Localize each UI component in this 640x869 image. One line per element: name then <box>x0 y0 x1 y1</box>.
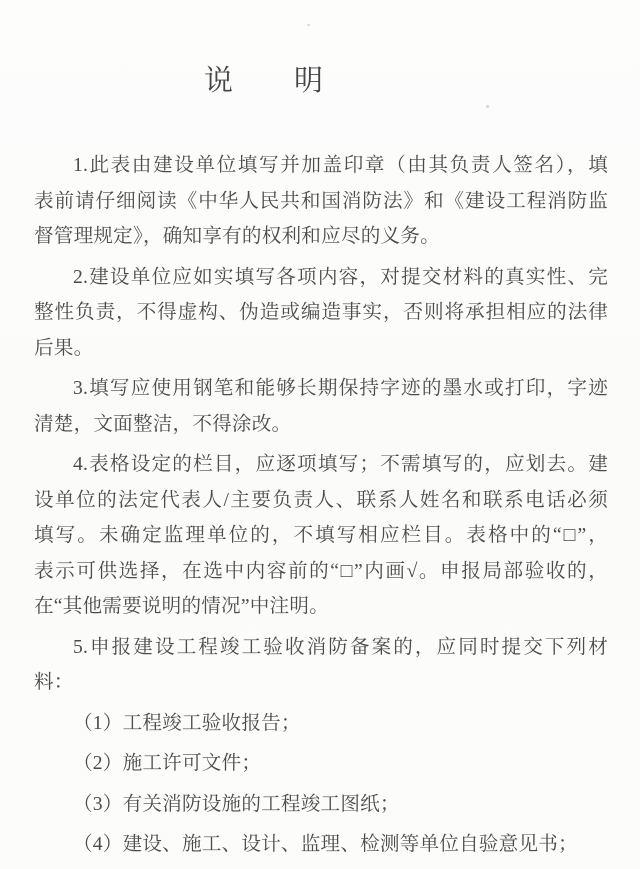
text-line: 填写。未确定监理单位的，不填写相应栏目。表格中的“□”， <box>34 525 608 546</box>
text-line: 4.表格设定的栏目，应逐项填写；不需填写的，应划去。建 <box>73 454 608 475</box>
paragraph <box>34 630 608 701</box>
paragraph <box>34 148 608 255</box>
text-line: （1）工程竣工验收报告； <box>73 712 301 734</box>
page-title: 说 明 <box>203 65 324 97</box>
paragraph <box>34 827 608 863</box>
text-line: 设单位的法定代表人/主要负责人、联系人姓名和联系电话必须 <box>34 489 608 511</box>
text-line: 2.建设单位应如实填写各项内容，对提交材料的真实性、完 <box>73 266 608 288</box>
text-line: （2）施工许可文件； <box>73 753 262 774</box>
paragraph <box>34 260 608 367</box>
text-line: （3）有关消防设施的工程竣工图纸； <box>73 793 400 815</box>
text-line: 清楚，文面整洁，不得涂改。 <box>34 413 292 435</box>
text-line: 5.申报建设工程竣工验收消防备案的，应同时提交下列材 <box>73 636 608 658</box>
paragraph <box>34 371 608 442</box>
text-line: 3.填写应使用钢笔和能够长期保持字迹的墨水或打印，字迹 <box>73 378 608 399</box>
text-line: 1.此表由建设单位填写并加盖印章（由其负责人签名），填 <box>73 155 608 176</box>
paragraphs <box>34 148 608 863</box>
scan-speck <box>307 24 310 26</box>
text-line: 料： <box>34 672 74 693</box>
scan-speck <box>486 105 489 108</box>
text-line: 在“其他需要说明的情况”中注明。 <box>34 596 329 617</box>
document-page <box>34 0 608 863</box>
paragraph <box>34 787 608 823</box>
text-line: （4）建设、施工、设计、监理、检测等单位自验意见书； <box>73 834 578 855</box>
paragraph <box>34 706 608 742</box>
text-line: 整性负责，不得虚构、伪造或编造事实，否则将承担相应的法律 <box>34 302 608 323</box>
text-line: 督管理规定》，确知享有的权利和应尽的义务。 <box>34 226 440 247</box>
text-line: 表前请仔细阅读《中华人民共和国消防法》和《建设工程消防监 <box>34 190 608 212</box>
paragraph <box>34 746 608 782</box>
text-line: 表示可供选择，在选中内容前的“□”内画√。申报局部验收的， <box>34 560 608 582</box>
text-line: 后果。 <box>34 337 94 359</box>
paragraph <box>34 447 608 625</box>
